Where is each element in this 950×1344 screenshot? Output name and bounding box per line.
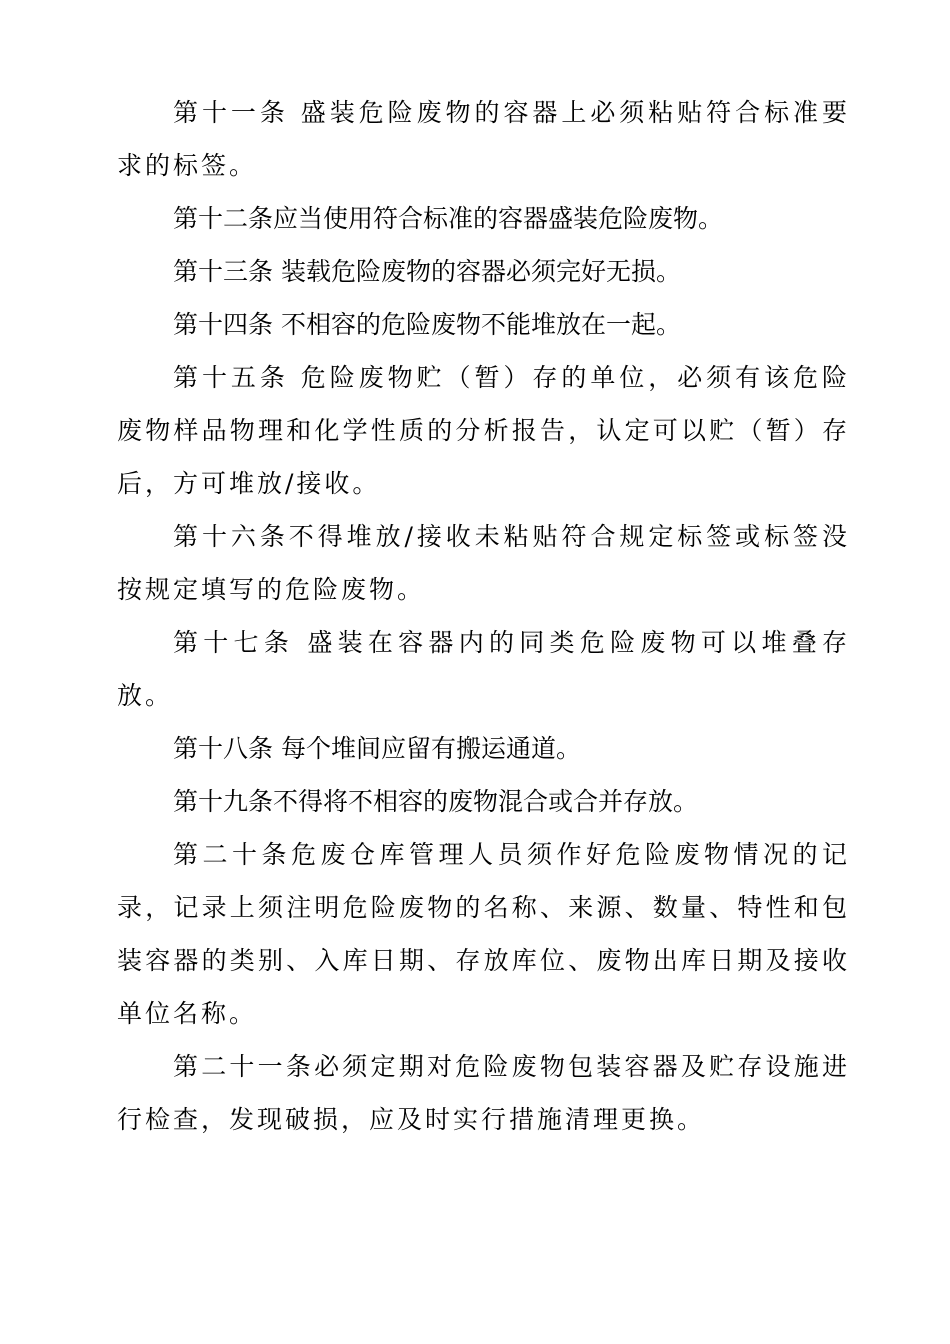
article-13: 第十三条 装载危险废物的容器必须完好无损。	[173, 257, 681, 286]
article-18: 第十八条 每个堆间应留有搬运通道。	[173, 734, 581, 763]
document-body	[117, 86, 850, 1146]
article-14: 第十四条 不相容的危险废物不能堆放在一起。	[173, 310, 681, 339]
article-17: 第十七条 盛装在容器内的同类危险废物可以堆叠存放。	[117, 628, 850, 710]
article-21: 第二十一条必须定期对危险废物包装容器及贮存设施进行检查，发现破损，应及时实行措施清理更换。	[117, 1052, 850, 1134]
article-12: 第十二条应当使用符合标准的容器盛装危险废物。	[173, 204, 724, 233]
article-16: 第十六条不得堆放/接收未粘贴符合规定标签或标签没按规定填写的危险废物。	[117, 522, 850, 604]
article-15: 第十五条 危险废物贮（暂）存的单位，必须有该危险废物样品物理和化学性质的分析报告，认定可以贮（暂）存后，方可堆放/接收。	[117, 363, 850, 498]
article-20: 第二十条危废仓库管理人员须作好危险废物情况的记录，记录上须注明危险废物的名称、来源、数量、特性和包装容器的类别、入库日期、存放库位、废物出库日期及接收单位名称。	[117, 840, 850, 1028]
article-11: 第十一条 盛装危险废物的容器上必须粘贴符合标准要求的标签。	[117, 98, 850, 180]
article-19: 第十九条不得将不相容的废物混合或合并存放。	[173, 787, 699, 816]
